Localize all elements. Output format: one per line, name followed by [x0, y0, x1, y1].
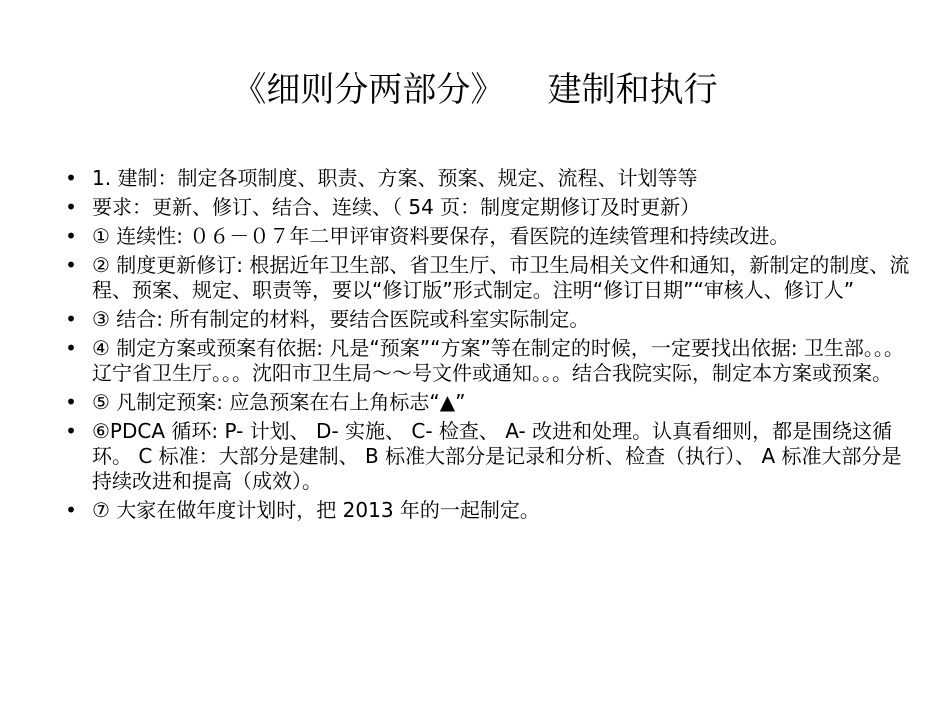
bullet-marker: • [65, 195, 77, 219]
bullet-marker: • [65, 307, 77, 331]
bullet-item-5 [60, 307, 910, 332]
bullet-item-2 [60, 195, 910, 220]
bullet-item-4 [60, 253, 910, 303]
bullet-text: 1. 建制：制定各项制度、职责、方案、预案、规定、流程、计划等等 [92, 166, 698, 190]
bullet-list [60, 166, 910, 527]
slide-title: 《细则分两部分》 建制和执行 [232, 70, 718, 110]
bullet-text: ⑥PDCA 循环: P- 计划、 D- 实施、 C- 检查、 A- 改进和处理。认真看细则，都是围绕这循环。 C 标准：大部分是建制、 B 标准大部分是记录和分析、检查（执行）、 A 标准大部分是持续改进和提高（成效）。 [92, 419, 902, 493]
bullet-text: ⑤ 凡制定预案: 应急预案在右上角标志“▲” [92, 390, 466, 414]
bullet-text: ① 连续性: ０６－０７年二甲评审资料要保存，看医院的连续管理和持续改进。 [92, 224, 790, 248]
bullet-text: 要求：更新、修订、结合、连续、（ 54 页：制度定期修订及时更新） [92, 195, 701, 219]
bullet-marker: • [65, 336, 77, 360]
bullet-item-7 [60, 390, 910, 415]
bullet-text: ④ 制定方案或预案有依据: 凡是“预案”“方案”等在制定的时候，一定要找出依据: 卫生部。。。辽宁省卫生厅。。。沈阳市卫生局～～号文件或通知。。。结合我院实际，制定本方案或预案。 [92, 336, 904, 385]
bullet-text: ② 制度更新修订: 根据近年卫生部、省卫生厅、市卫生局相关文件和通知，新制定的制度、流程、预案、规定、职责等，要以“修订版”形式制定。注明“修订日期”“审核人、修订人” [92, 253, 910, 302]
bullet-item-1 [60, 166, 910, 191]
bullet-item-6 [60, 336, 910, 386]
bullet-marker: • [65, 166, 77, 190]
bullet-marker: • [65, 224, 77, 248]
bullet-marker: • [65, 419, 77, 443]
bullet-item-3 [60, 224, 910, 249]
bullet-item-8 [60, 419, 910, 494]
bullet-item-9 [60, 498, 910, 523]
bullet-marker: • [65, 390, 77, 414]
bullet-text: ③ 结合: 所有制定的材料，要结合医院或科室实际制定。 [92, 307, 590, 331]
bullet-marker: • [65, 498, 77, 522]
bullet-text: ⑦ 大家在做年度计划时，把 2013 年的一起制定。 [92, 498, 540, 522]
bullet-marker: • [65, 253, 77, 277]
